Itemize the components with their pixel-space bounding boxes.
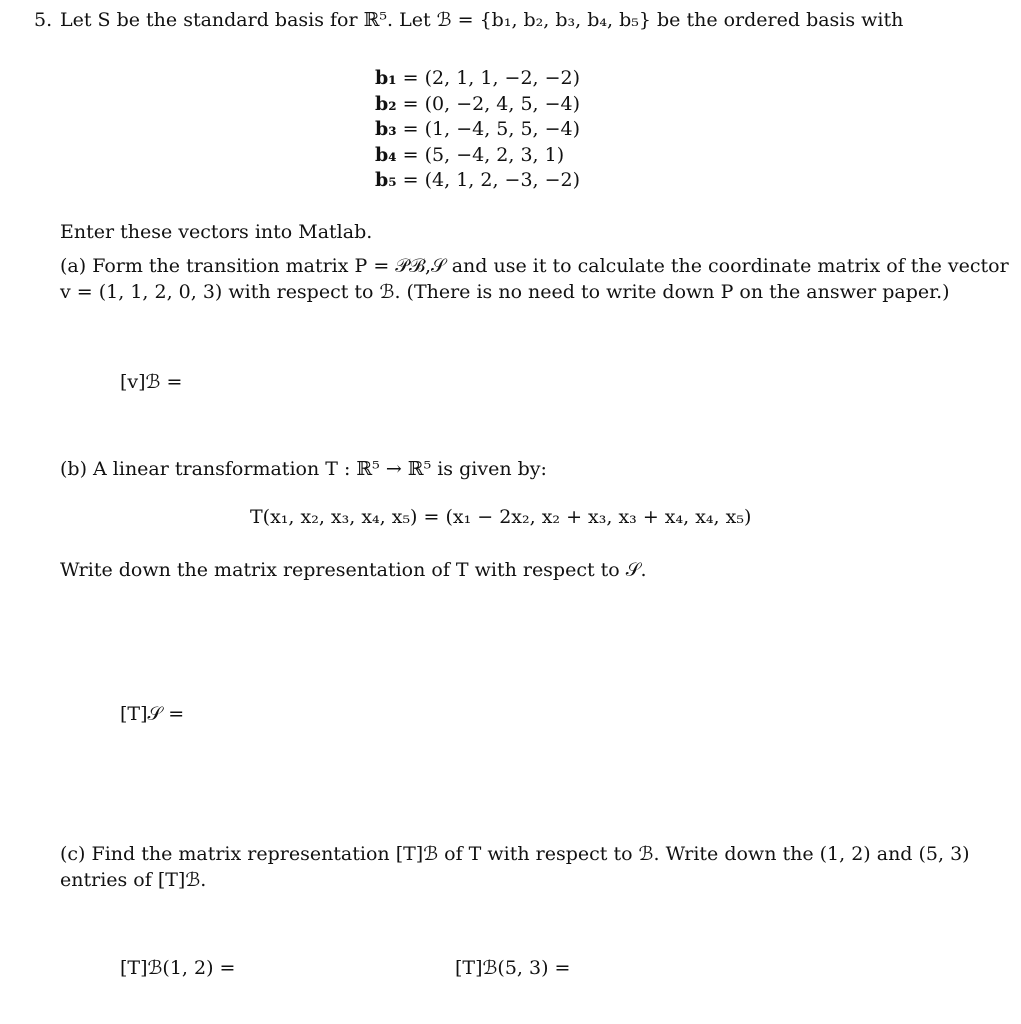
basis-vector-label: b₂: [375, 93, 397, 115]
basis-vector-value: = (0, −2, 4, 5, −4): [402, 93, 581, 115]
part-a-line-1: (a) Form the transition matrix P = 𝒫ℬ,𝒮 and use it to calculate the coordinate matrix of the vector: [60, 255, 1009, 277]
basis-vector-value: = (1, −4, 5, 5, −4): [402, 118, 581, 140]
part-b-formula: T(x₁, x₂, x₃, x₄, x₅) = (x₁ − 2x₂, x₂ + x₃, x₃ + x₄, x₄, x₅): [250, 506, 752, 528]
part-c-answer-53: [T]ℬ(5, 3) =: [455, 957, 571, 979]
basis-vector-1: [375, 66, 580, 90]
basis-vector-5: [375, 168, 580, 192]
problem-intro: Let S be the standard basis for ℝ⁵. Let ℬ = {b₁, b₂, b₃, b₄, b₅} be the ordered basis with: [60, 9, 904, 31]
part-c-line-1: (c) Find the matrix representation [T]ℬ of T with respect to ℬ. Write down the (1, 2) and (5, 3): [60, 843, 970, 865]
part-b-question: Write down the matrix representation of T with respect to 𝒮.: [60, 559, 647, 581]
matlab-instruction: Enter these vectors into Matlab.: [60, 221, 373, 243]
problem-number: 5.: [34, 9, 53, 31]
basis-vector-value: = (4, 1, 2, −3, −2): [402, 169, 581, 191]
basis-vector-value: = (2, 1, 1, −2, −2): [402, 67, 581, 89]
basis-vector-label: b₃: [375, 118, 397, 140]
basis-vector-4: [375, 143, 564, 167]
part-b-intro: (b) A linear transformation T : ℝ⁵ → ℝ⁵ is given by:: [60, 458, 547, 480]
basis-vector-3: [375, 117, 580, 141]
part-a-line-2: v = (1, 1, 2, 0, 3) with respect to ℬ. (There is no need to write down P on the answer paper.): [60, 281, 950, 303]
basis-vector-label: b₅: [375, 169, 397, 191]
basis-vector-value: = (5, −4, 2, 3, 1): [402, 144, 565, 166]
part-c-answer-12: [T]ℬ(1, 2) =: [120, 957, 236, 979]
part-a-answer-label: [v]ℬ =: [120, 371, 183, 393]
basis-vector-2: [375, 92, 580, 116]
basis-vector-label: b₄: [375, 144, 397, 166]
basis-vector-label: b₁: [375, 67, 397, 89]
part-b-answer-label: [T]𝒮 =: [120, 703, 185, 725]
part-c-line-2: entries of [T]ℬ.: [60, 869, 207, 891]
